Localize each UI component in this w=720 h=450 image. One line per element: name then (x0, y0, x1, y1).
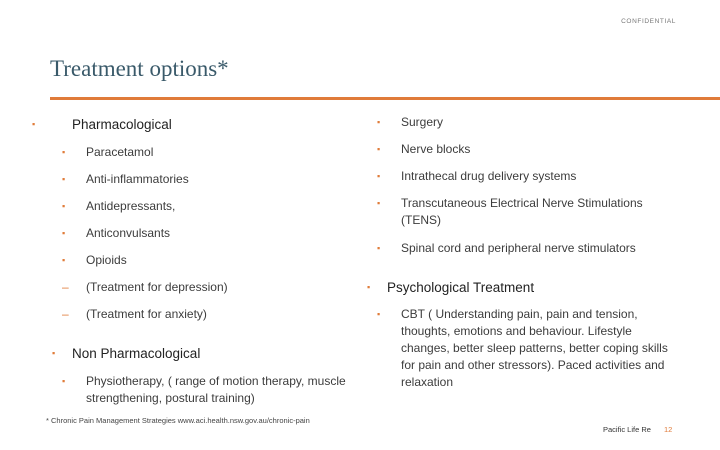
pharma-subitem (62, 306, 207, 323)
intervention-item (377, 114, 444, 131)
footnote: * Chronic Pain Management Strategies www.aci.health.nsw.gov.au/chronic-pain (46, 416, 310, 425)
pharma-item (62, 198, 176, 215)
bullet-icon: ▪ (377, 171, 381, 181)
psychological-heading (367, 279, 535, 296)
bullet-icon: ▪ (62, 147, 66, 157)
pharma-item-text: Antidepressants, (86, 199, 176, 213)
bullet-icon: ▪ (62, 376, 66, 386)
pharma-item-text: Paracetamol (86, 145, 154, 159)
intervention-item-text: Intrathecal drug delivery systems (401, 169, 577, 183)
pharma-item-text: Anticonvulsants (86, 226, 171, 240)
intervention-item-text: Spinal cord and peripheral nerve stimulators (401, 241, 636, 255)
bullet-icon: ▪ (62, 228, 66, 238)
non-pharmacological-heading-text: Non Pharmacological (72, 346, 201, 361)
intervention-item (377, 240, 636, 257)
intervention-item (377, 195, 661, 229)
intervention-item (377, 168, 577, 185)
intervention-item-text: Nerve blocks (401, 142, 471, 156)
pharmacological-heading-text: Pharmacological (72, 117, 172, 132)
nonpharma-item-text: Physiotherapy, ( range of motion therapy, muscle strengthening, postural training) (86, 374, 346, 405)
bullet-icon: ▪ (32, 119, 36, 129)
bullet-icon: ▪ (62, 255, 66, 265)
pharma-subitem (62, 279, 228, 296)
pharma-item-text: Opioids (86, 253, 127, 267)
bullet-icon: ▪ (377, 198, 381, 208)
bullet-icon: ▪ (377, 117, 381, 127)
dash-icon: – (62, 307, 69, 321)
dash-icon: – (62, 280, 69, 294)
title-divider (50, 97, 720, 100)
non-pharmacological-heading (52, 345, 201, 362)
page-title: Treatment options* (50, 56, 229, 81)
bullet-icon: ▪ (62, 174, 66, 184)
confidential-label: CONFIDENTIAL (621, 18, 676, 25)
intervention-item-text: Transcutaneous Electrical Nerve Stimulations (TENS) (401, 196, 643, 227)
pharmacological-heading (32, 116, 172, 133)
pharma-item-text: Anti-inflammatories (86, 172, 189, 186)
intervention-item-text: Surgery (401, 115, 444, 129)
psych-item-text: CBT ( Understanding pain, pain and tension, thoughts, emotions and behaviour. Lifestyle changes, better sleep patterns, better coping skills for pain and other stressors). Paced activities and relaxation (401, 307, 668, 389)
pharma-item (62, 252, 127, 269)
psychological-heading-text: Psychological Treatment (387, 280, 535, 295)
bullet-icon: ▪ (377, 309, 381, 319)
nonpharma-item (62, 373, 366, 407)
pharma-subitem-text: (Treatment for depression) (86, 280, 228, 294)
page-number: 12 (664, 425, 673, 434)
intervention-item (377, 141, 471, 158)
pharma-item (62, 225, 171, 242)
bullet-icon: ▪ (62, 201, 66, 211)
brand-logo-text: Pacific Life Re (603, 425, 651, 434)
pharma-item (62, 171, 189, 188)
bullet-icon: ▪ (377, 144, 381, 154)
pharma-subitem-text: (Treatment for anxiety) (86, 307, 207, 321)
psych-item (377, 306, 676, 391)
bullet-icon: ▪ (377, 243, 381, 253)
pharma-item (62, 144, 154, 161)
bullet-icon: ▪ (367, 282, 371, 292)
bullet-icon: ▪ (52, 348, 56, 358)
